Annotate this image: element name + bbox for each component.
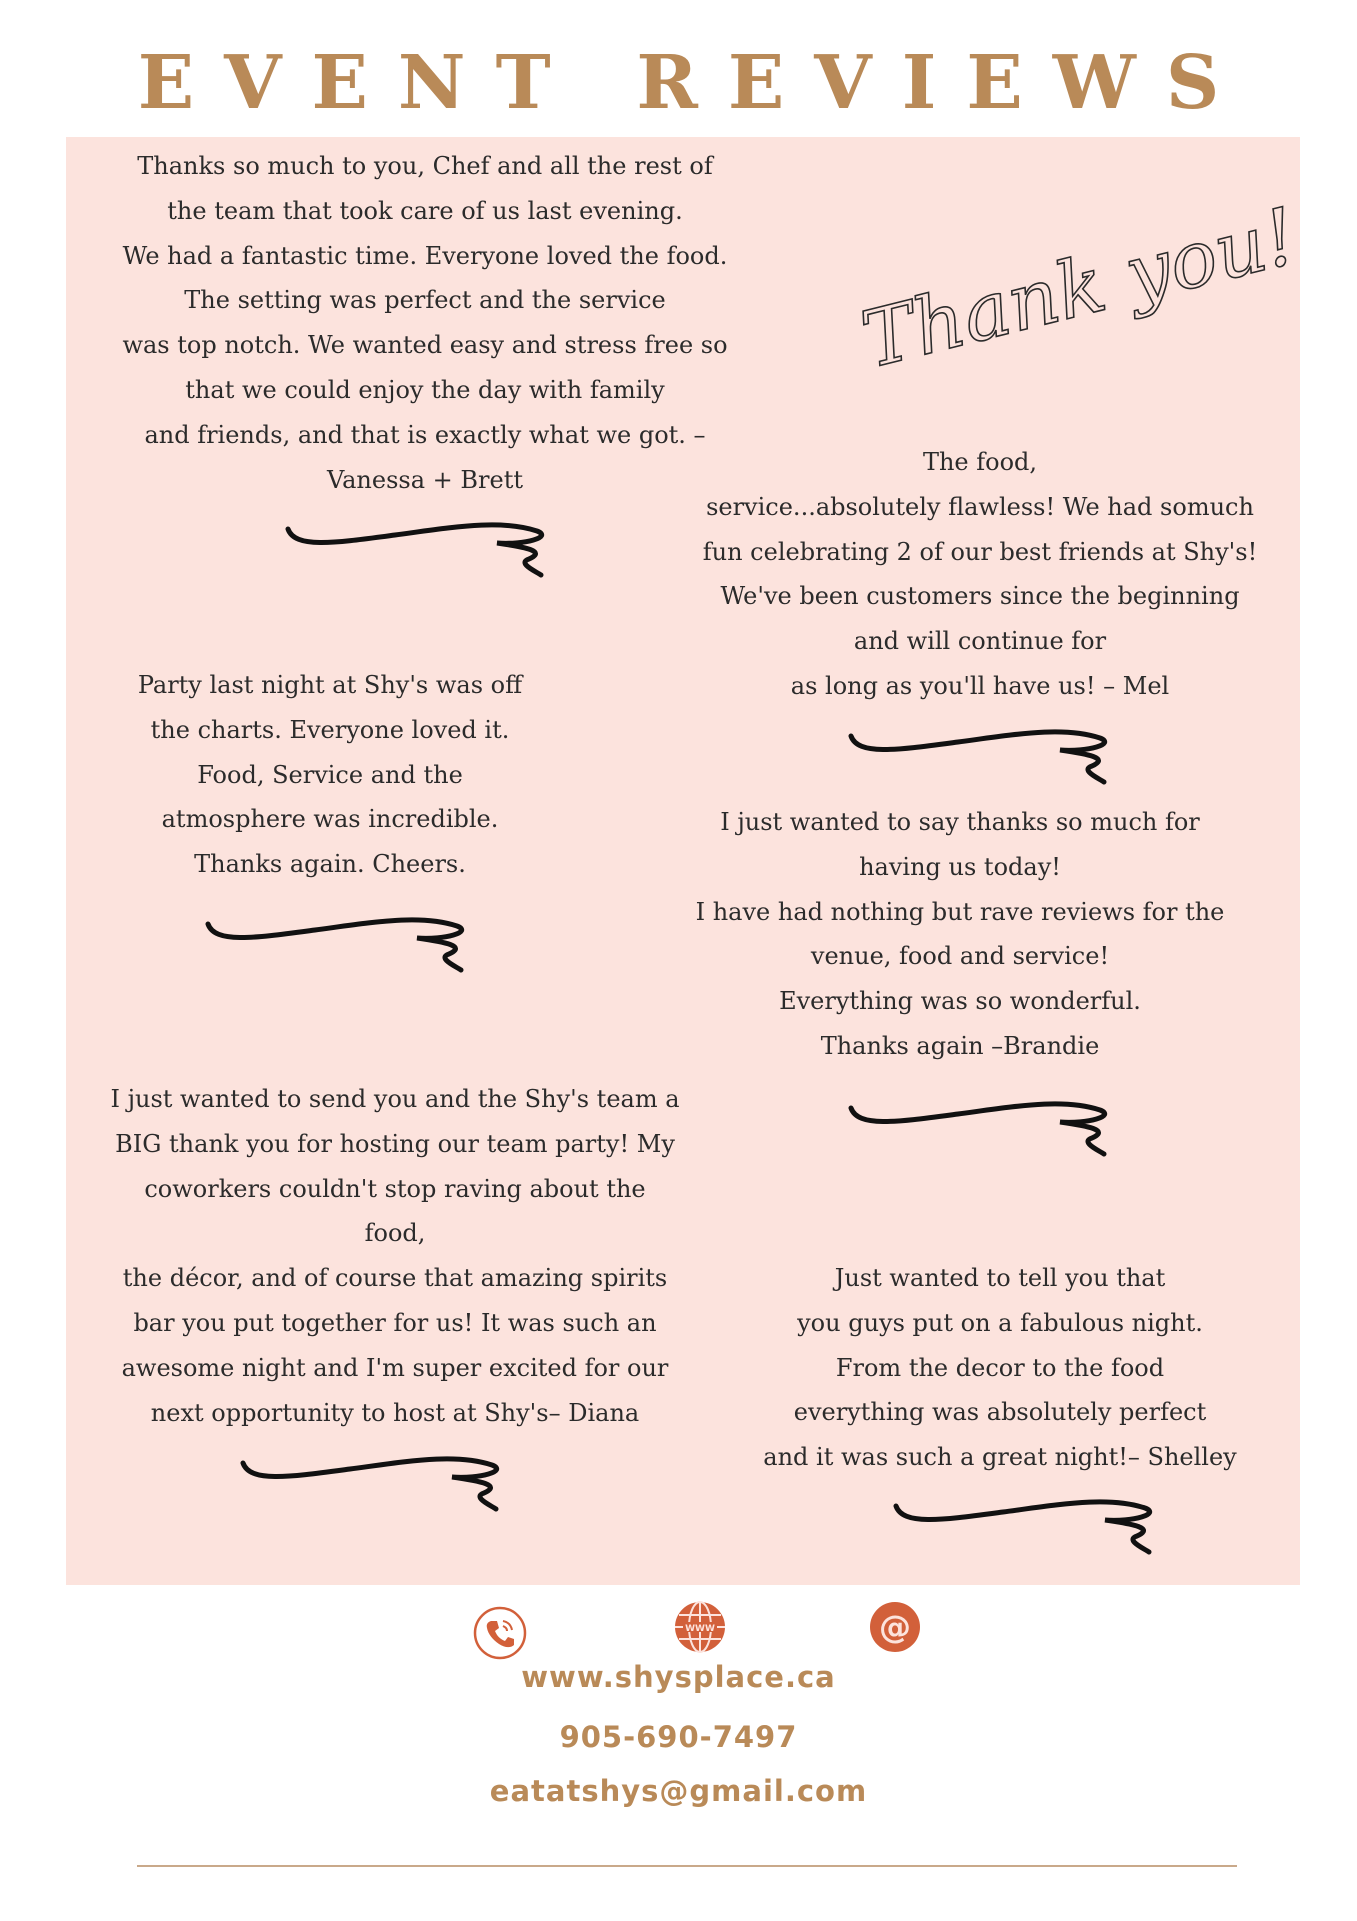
- thank-you-text: Thank you!: [853, 191, 1306, 387]
- at-icon[interactable]: [866, 1598, 924, 1656]
- swoosh-divider: [893, 1490, 1153, 1560]
- review-shelley: Just wanted to tell you that you guys put on a fabulous night. From the decor to the food everything was absolutely perfect and it was such a great night!– Shelley: [763, 1264, 1237, 1472]
- website-link[interactable]: www.shysplace.ca: [521, 1660, 836, 1694]
- thank-you-lettering: [850, 191, 1306, 387]
- swoosh-divider: [848, 1092, 1108, 1162]
- review-cheers: Party last night at Shy's was off the charts. Everyone loved it. Food, Service and the atmosphere was incredible. Thanks again. Cheers.: [137, 671, 523, 879]
- review-diana: I just wanted to send you and the Shy's team a BIG thank you for hosting our team party! My coworkers couldn't stop raving about the food, the décor, and of course that amazing spirits bar you put together for us! It was such an awesome night and I'm super excited for our next opportunity to host at Shy's– Diana: [110, 1085, 680, 1427]
- footer-divider: [137, 1865, 1237, 1867]
- phone-icon[interactable]: [471, 1604, 529, 1662]
- swoosh-divider: [285, 513, 545, 583]
- swoosh-divider: [848, 720, 1108, 790]
- phone-number[interactable]: 905-690-7497: [559, 1720, 798, 1754]
- review-brandie: I just wanted to say thanks so much for having us today! I have had nothing but rave reviews for the venue, food and service! Everything was so wonderful. Thanks again –Brandie: [695, 808, 1225, 1060]
- svg-text:@: @: [879, 1608, 911, 1646]
- email-link[interactable]: eatatshys@gmail.com: [489, 1774, 868, 1808]
- review-mel: The food, service...absolutely flawless! We had somuch fun celebrating 2 of our best friends at Shy's! We've been customers since the beginning and will continue for as long as you'll have us! – Mel: [702, 448, 1258, 700]
- review-vanessa-brett: Thanks so much to you, Chef and all the rest of the team that took care of us last evening. We had a fantastic time. Everyone loved the food. The setting was perfect and the service was top notch. We wanted easy and stress free so that we could enjoy the day with family and friends, and that is exactly what we got. – Vanessa + Brett: [122, 152, 728, 494]
- globe-icon[interactable]: [671, 1598, 729, 1656]
- swoosh-divider: [240, 1447, 500, 1517]
- svg-text:WWW: WWW: [685, 1624, 715, 1634]
- page-title: EVENT REVIEWS: [137, 40, 1250, 126]
- swoosh-divider: [205, 908, 465, 978]
